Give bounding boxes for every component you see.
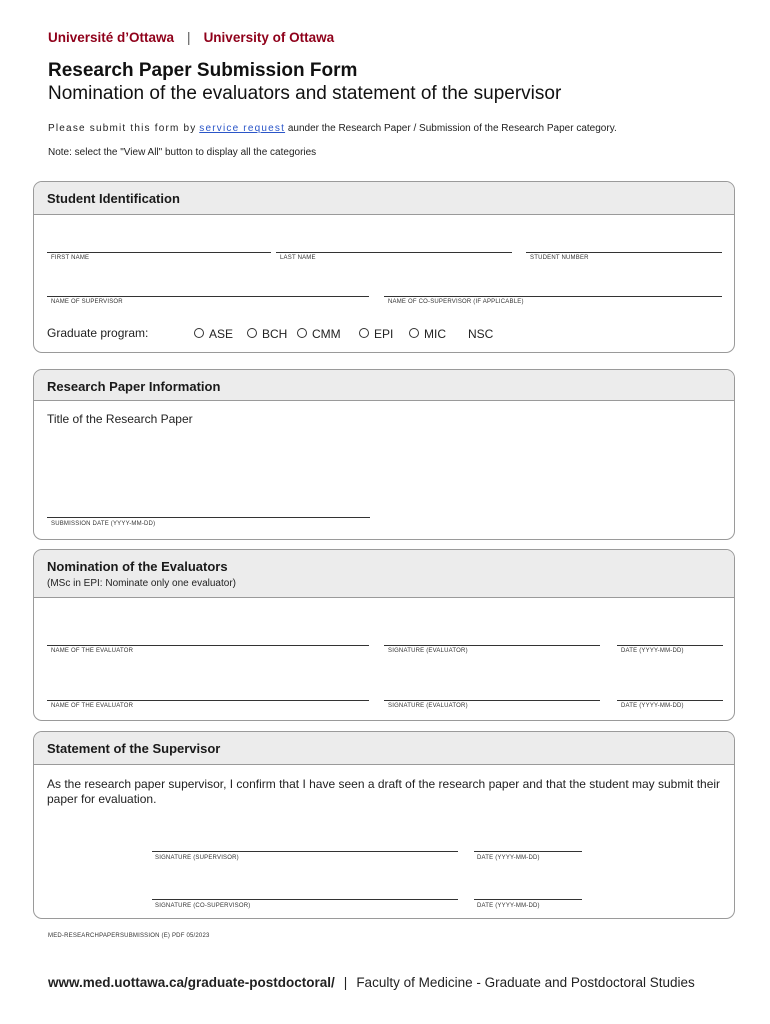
page-footer [48,975,695,990]
radio-button[interactable] [409,328,419,338]
section-title: Nomination of the Evaluators [47,559,228,574]
radio-button[interactable] [247,328,257,338]
evaluator-1-signature-label: SIGNATURE (EVALUATOR) [388,648,468,654]
supervisor-name-field[interactable] [47,296,369,297]
evaluator-1-date-label: DATE (YYYY-MM-DD) [621,648,684,654]
first-name-field[interactable] [47,252,271,253]
section-header [34,732,734,765]
supervisor-name-label: NAME OF SUPERVISOR [51,299,123,305]
form-title: Research Paper Submission Form [48,60,358,81]
university-logo [48,30,334,45]
cosupervisor-date-field[interactable] [474,899,582,900]
last-name-label: LAST NAME [280,255,316,261]
section-header [34,182,734,215]
program-option-label: NSC [468,327,494,341]
program-option-cmm[interactable] [297,327,341,341]
program-option-nsc[interactable] [468,327,493,341]
evaluator-1-date-field[interactable] [617,645,723,646]
radio-button[interactable] [194,328,204,338]
supervisor-signature-field[interactable] [152,851,458,852]
last-name-field[interactable] [276,252,512,253]
student-identification-section [33,181,735,353]
supervisor-date-label: DATE (YYYY-MM-DD) [477,855,540,861]
section-header [34,550,734,598]
supervisor-confirmation-text: As the research paper supervisor, I confirm that I have seen a draft of the research paper and that the student may submit their paper for evaluation. [47,777,721,806]
radio-button[interactable] [359,328,369,338]
program-option-label: EPI [374,327,394,341]
program-option-epi[interactable] [359,327,393,341]
evaluator-2-date-field[interactable] [617,700,723,701]
cosupervisor-signature-label: SIGNATURE (CO-SUPERVISOR) [155,903,251,909]
evaluator-2-date-label: DATE (YYYY-MM-DD) [621,703,684,709]
cosupervisor-name-label: NAME OF CO-SUPERVISOR (IF APPLICABLE) [388,299,524,305]
categories-note: Note: select the "View All" button to display all the categories [48,147,317,158]
section-title: Research Paper Information [47,379,221,394]
first-name-label: FIRST NAME [51,255,90,261]
form-code: MED-RESEARCHPAPERSUBMISSION (E) PDF 05/2023 [48,933,210,939]
evaluator-2-signature-label: SIGNATURE (EVALUATOR) [388,703,468,709]
program-option-label: BCH [262,327,288,341]
section-title: Statement of the Supervisor [47,741,221,756]
submission-date-field[interactable] [47,517,370,518]
radio-button[interactable] [297,328,307,338]
evaluator-1-signature-field[interactable] [384,645,600,646]
faculty-website-link[interactable]: www.med.uottawa.ca/graduate-postdoctoral/ [48,975,335,990]
program-option-mic[interactable] [409,327,446,341]
faculty-name: Faculty of Medicine - Graduate and Postdoctoral Studies [356,975,695,990]
service-request-link[interactable]: service request [199,123,286,134]
supervisor-statement-section [33,731,735,919]
section-subtitle: (MSc in EPI: Nominate only one evaluator) [47,578,236,589]
evaluator-2-name-label: NAME OF THE EVALUATOR [51,703,134,709]
supervisor-date-field[interactable] [474,851,582,852]
program-option-bch[interactable] [247,327,287,341]
program-option-label: ASE [209,327,234,341]
research-paper-section [33,369,735,540]
student-number-label: STUDENT NUMBER [530,255,589,261]
evaluator-2-signature-field[interactable] [384,700,600,701]
supervisor-signature-label: SIGNATURE (SUPERVISOR) [155,855,239,861]
cosupervisor-signature-field[interactable] [152,899,458,900]
student-number-field[interactable] [526,252,722,253]
cosupervisor-date-label: DATE (YYYY-MM-DD) [477,903,540,909]
submission-instructions [48,123,617,134]
evaluator-2-name-field[interactable] [47,700,369,701]
submission-date-label: SUBMISSION DATE (YYYY-MM-DD) [51,521,156,527]
evaluator-1-name-label: NAME OF THE EVALUATOR [51,648,134,654]
evaluator-1-name-field[interactable] [47,645,369,646]
section-title: Student Identification [47,191,180,206]
logo-french: Université d’Ottawa [48,30,175,45]
logo-english: University of Ottawa [203,30,335,45]
program-option-ase[interactable] [194,327,233,341]
cosupervisor-name-field[interactable] [384,296,722,297]
graduate-program-label: Graduate program: [47,326,149,340]
instructions-suffix: aunder the Research Paper / Submission of the Research Paper category. [287,123,617,134]
program-option-label: CMM [312,327,341,341]
form-subtitle: Nomination of the evaluators and statement of the supervisor [48,83,562,104]
section-header [34,370,734,401]
footer-separator: | [343,975,348,990]
paper-title-field[interactable] [47,430,717,470]
paper-title-label: Title of the Research Paper [47,412,193,426]
logo-separator: | [187,30,191,45]
program-option-label: MIC [424,327,446,341]
instructions-prefix: Please submit this form by [48,123,197,134]
evaluators-section [33,549,735,721]
